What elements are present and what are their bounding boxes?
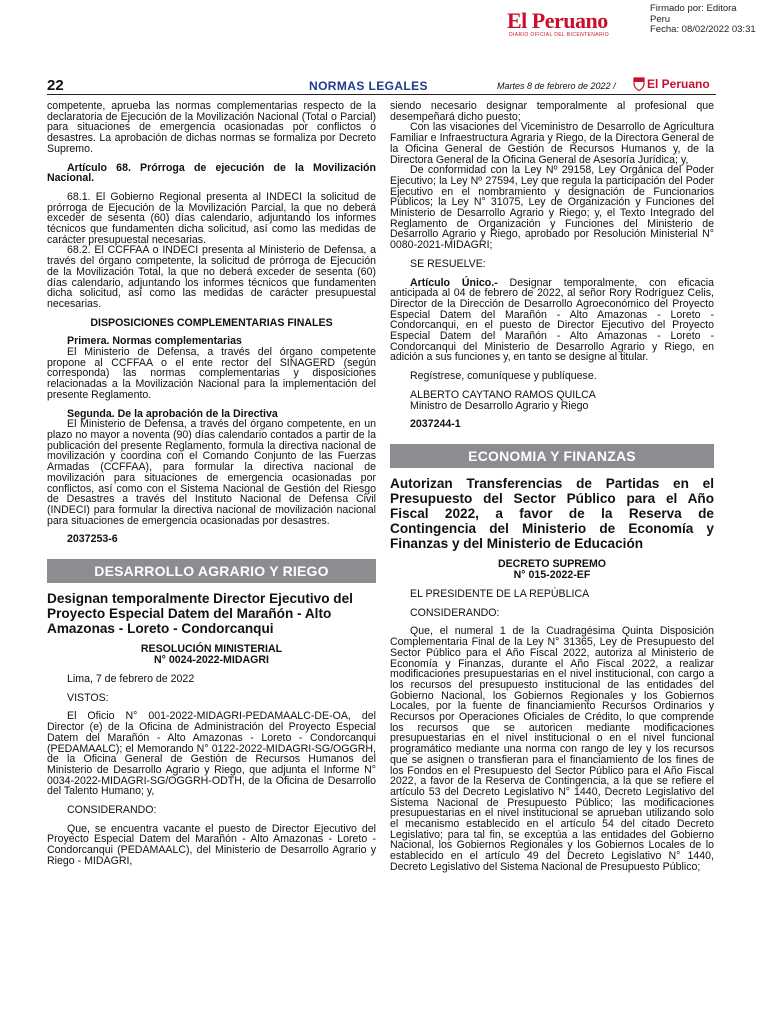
sole-article-heading: Artículo Único.- [410, 276, 498, 289]
signatory-title: Ministro de Desarrollo Agrario y Riego [410, 399, 589, 412]
left-column [47, 101, 376, 867]
issue-date: Martes 8 de febrero de 2022 / [497, 81, 616, 91]
resolution-type: RESOLUCIÓN MINISTERIAL [140, 643, 283, 656]
section-bar-economia: ECONOMIA Y FINANZAS [390, 444, 714, 468]
president-heading: EL PRESIDENTE DE LA REPÚBLICA [410, 587, 590, 600]
header-logo: El Peruano [647, 77, 710, 91]
signature-signer-2: Peru [650, 13, 671, 25]
decree-number: N° 015-2022-EF [513, 568, 591, 581]
second-provision: El Ministerio de Defensa, a través del órgano competente, en un plazo no mayor a noventa (90) días calendario contados a partir de la publicación del presente Reglamento, formula la directiva nacional de movilización y coordina con el Comando Conjunto de las Fuerzas Armadas (CCFFAA), para formular la directiva nacional de movilización para situaciones de emergencia ocasionadas por conflictos, así como con el Sistema Nacional de Gestión del Riesgo de Desastres a través del Instituto Nacional de Defensa Civil (INDECI) para formular la directiva nacional de movilización nacional para situaciones de emergencia ocasionadas por desastres. [47, 418, 376, 527]
coat-of-arms-icon [633, 77, 645, 91]
vistos-heading: VISTOS: [67, 691, 109, 704]
paragraph-68-2: 68.2. El CCFFAA o INDECI presenta al Ministerio de Defensa, a través del órgano competente, la solicitud de prórroga de Ejecución de la Movilización Total, la que no deberá exceder de sesenta (60) días calendario, adjuntando los informes técnicos que fundamenten dicha solicitud, así como las medidas de carácter presupuestal necesarias. [47, 244, 376, 310]
paragraph-visaciones: Con las visaciones del Viceministro de Desarrollo de Agricultura Familiar e Infraestructura Agraria y Riego, de la Directora General de la Oficina General de Gestión de Recursos Humanos y, de la Directora General de la Oficina General de Asesoría Jurídica; y, [390, 121, 714, 166]
resolution-number: N° 0024-2022-MIDAGRI [154, 654, 269, 667]
paragraph-que: Que, se encuentra vacante el puesto de Director Ejecutivo del Proyecto Especial Datem del Marañón - Alto Amazonas - Loreto - Condorcanqui (PEDAMAALC), del Ministerio de Desarrollo Agrario y Riego - MIDAGRI, [47, 822, 376, 867]
paragraph-68-1: 68.1. El Gobierno Regional presenta al INDECI la solicitud de prórroga de Ejecución de la Movilización Parcial, la que no deberá exceder de sesenta (60) días calendario, adjuntando los informes técnicos que fundamenten dicha solicitud, así como las medidas de carácter presupuestal necesarias. [47, 190, 376, 246]
logo-tagline: DIARIO OFICIAL DEL BICENTENARIO [509, 32, 610, 38]
publication-code: 2037244-1 [410, 418, 461, 431]
signatory-name: ALBERTO CAYTANO RAMOS QUILCA [410, 388, 596, 401]
second-provision-heading: Segunda. De la aprobación de la Directiva [67, 407, 278, 420]
signature-lines [650, 4, 756, 36]
logo-text: El Peruano [507, 8, 608, 33]
resolves-heading: SE RESUELVE: [410, 257, 486, 270]
page-header [47, 76, 716, 98]
signature-signer: Firmado por: Editora [650, 3, 737, 14]
first-provision: El Ministerio de Defensa, a través del órgano competente propone al CCFFAA o el ente rector del SINAGERD (según corresponda) las normas complementarias y disposiciones relacionadas a la Movilización Nacional para la implementación del presente Reglamento. [47, 346, 376, 401]
decree-type: DECRETO SUPREMO [497, 557, 607, 570]
signature-date: Fecha: 08/02/2022 03:31 [650, 24, 756, 35]
article-68-heading: Artículo 68. Prórroga de ejecución de la Movilización Nacional. [47, 161, 376, 185]
el-peruano-logo [507, 8, 647, 36]
paragraph-oficio: El Oficio N° 001-2022-MIDAGRI-PEDAMAALC-DE-OA, del Director (e) de la Oficina de Administración del Proyecto Especial Datem del Marañón - Alto Amazonas - Loreto - Condorcanqui (PEDAMAALC); el Memorando N° 0122-2022-MIDAGRI-SG/OGGRH, de la Oficina General de Gestión de Recursos Humanos del Ministerio de Desarrollo Agrario y Riego, que adjunta el Informe N° 0034-2022-MIDAGRI-SG/OGGRH-ODTH, de la Oficina de Desarrollo del Talento Humano; y, [47, 710, 376, 798]
considerando-heading: CONSIDERANDO: [410, 606, 500, 619]
final-provisions-heading: DISPOSICIONES COMPLEMENTARIAS FINALES [90, 316, 333, 329]
paragraph: siendo necesario designar temporalmente al profesional que desempeñará dicho puesto; [390, 100, 714, 123]
publication-code: 2037253-6 [67, 533, 118, 546]
sole-article-text: Designar temporalmente, con eficacia anticipada al 04 de febrero de 2022, al señor Rory Rodríguez Celis, Director de la Dirección de Desarrollo Agroeconómico del Proyecto Especial Datem del Marañón - Alto Amazonas - Loreto - Condorcanqui, en el puesto de Director Ejecutivo del Proyecto Especial Datem del Marañón - Alto Amazonas - Loreto - Condorcanqui del Ministerio de Desarrollo Agrario y Riego, en adición a sus funciones y, en tanto se designe al titular. [390, 276, 714, 364]
section-title: NORMAS LEGALES [309, 79, 428, 93]
first-provision-heading: Primera. Normas complementarias [67, 335, 242, 348]
paragraph-que: Que, el numeral 1 de la Cuadragésima Quinta Disposición Complementaria Final de la Ley N° 31365, Ley de Presupuesto del Sector Público para el Año Fiscal 2022, autoriza al Ministerio de Economía y Finanzas, durante el Año Fiscal 2022, a realizar modificaciones presupuestarias en el nivel institucional, con cargo a los recursos del presupuesto institucional de las entidades del Gobierno Nacional, los Gobiernos Regionales y los Gobiernos Locales, por la fuente de financiamiento Recursos Ordinarios y Recursos por Operaciones Oficiales de Crédito, lo que comprende los recursos que se autoricen mediante modificaciones presupuestarias en el nivel institucional o en el nivel funcional programático mediante una norma con rango de ley y los recursos que se asignen o transfieran para el financiamiento de los fines de los Fondos en el Presupuesto del Sector Público para el Año Fiscal 2022, a favor de la Reserva de Contingencia, a la que se refiere el artículo 53 del Decreto Legislativo N° 1440, Decreto Legislativo del Sistema Nacional de Presupuesto Público; las modificaciones presupuestarias en el nivel institucional se aprueban utilizando solo el mecanismo establecido en el artículo 54 del citado Decreto Legislativo; para tal fin, se exceptúa a las entidades del Gobierno Nacional, los Gobiernos Regionales y los Gobiernos Locales de lo establecido en el artículo 49 del Decreto Legislativo N° 1440, Decreto Legislativo del Sistema Nacional de Presupuesto Público; [390, 625, 714, 873]
closing-formula: Regístrese, comuníquese y publíquese. [410, 370, 597, 383]
right-column [390, 101, 714, 873]
page-number: 22 [47, 77, 64, 94]
place-date: Lima, 7 de febrero de 2022 [67, 673, 195, 686]
sole-article [390, 278, 714, 364]
section-bar-agrario: DESARROLLO AGRARIO Y RIEGO [47, 559, 376, 583]
considerando-heading: CONSIDERANDO: [67, 804, 157, 817]
header-rule [47, 94, 716, 95]
paragraph: competente, aprueba las normas complementarias respecto de la declaratoria de Ejecución de la Movilización Nacional (Total o Parcial) para situaciones de emergencia ocasionadas por conflictos o desastres. La aprobación de dichas normas se formaliza por Decreto Supremo. [47, 100, 376, 155]
norm-title: Autorizan Transferencias de Partidas en el Presupuesto del Sector Público para el Año Fiscal 2022, a favor de la Reserva de Contingencia del Ministerio de Economía y Finanzas y del Ministerio de Educación [390, 475, 714, 551]
digital-signature [0, 2, 768, 38]
paragraph-conformidad: De conformidad con la Ley Nº 29158, Ley Orgánica del Poder Ejecutivo; la Ley Nº 27594, Ley que regula la participación del Poder Ejecutivo en el nombramiento y designación de Funcionarios Públicos; la Ley N° 31075, Ley de Organización y Funciones del Ministerio de Desarrollo Agrario y Riego; y, el Texto Integrado del Reglamento de Organización y Funciones del Ministerio de Desarrollo Agrario y Riego, aprobado por Resolución Ministerial N° 0080-2021-MIDAGRI; [390, 164, 714, 252]
norm-title: Designan temporalmente Director Ejecutivo del Proyecto Especial Datem del Marañón - Alto Amazonas - Loreto - Condorcanqui [47, 591, 353, 637]
